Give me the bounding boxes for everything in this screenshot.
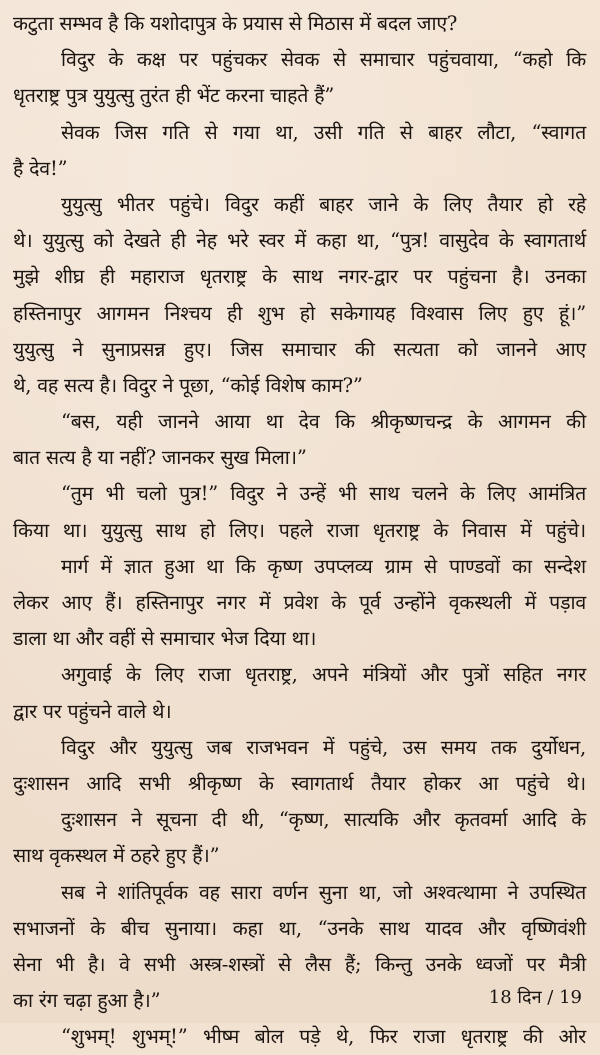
text-line: का रंग चढ़ा हुआ है।” <box>13 989 161 1013</box>
text-line: द्वार पर पहुंचने वाले थे। <box>13 699 172 723</box>
text-line: है देव!” <box>13 156 68 180</box>
text-line: युयुत्सु ने सुनाप्रसन्न हुए। जिस समाचार की सत्यता को जानने आए <box>13 337 586 361</box>
text-line: सब ने शांतिपूर्वक वह सारा वर्णन सुना था, जो अश्वत्थामा ने उपस्थित <box>61 880 586 904</box>
text-line: लेकर आए हैं। हस्तिनापुर नगर में प्रवेश के पूर्व उन्होंने वृकस्थली में पड़ाव <box>13 591 586 614</box>
text-line: कटुता सम्भव है कि यशोदापुत्र के प्रयास से मिठास में बदल जाए? <box>13 12 458 35</box>
text-line: सेना भी है। वे सभी अस्त्र-शस्त्रों से लैस हैं; किन्तु उनके ध्वजों पर मैत्री <box>13 952 586 976</box>
text-line: “बस, यही जानने आया था देव कि श्रीकृष्णचन्द्र के आगमन की <box>61 410 586 434</box>
text-line: विदुर और युयुत्सु जब राजभवन में पहुंचे, उस समय तक दुर्योधन, <box>61 735 586 759</box>
text-line: धृतराष्ट्र पुत्र युयुत्सु तुरंत ही भेंट करना चाहते हैं” <box>13 84 335 108</box>
page-footer: 18 दिन / 19 <box>488 987 582 1008</box>
text-line: मुझे शीघ्र ही महाराज धृतराष्ट्र के साथ नगर-द्वार पर पहुंचना है। उनका <box>13 265 586 289</box>
text-line: सेवक जिस गति से गया था, उसी गति से बाहर लौटा, “स्वागत <box>61 120 586 144</box>
text-line: थे, वह सत्य है। विदुर ने पूछा, “कोई विशेष काम?” <box>13 373 363 397</box>
text-line: बात सत्य है या नहीं? जानकर सुख मिला।” <box>13 446 307 470</box>
text-line: मार्ग में ज्ञात हुआ था कि कृष्ण उपप्लव्य ग्राम से पाण्डवों का सन्देश <box>61 554 586 578</box>
text-line: “तुम भी चलो पुत्र!” विदुर ने उन्हें भी साथ चलने के लिए आमंत्रित <box>61 482 586 506</box>
text-line: दुःशासन ने सूचना दी थी, “कृष्ण, सात्यकि और कृतवर्मा आदि के <box>61 808 586 832</box>
text-line: साथ वृकस्थल में ठहरे हुए हैं।” <box>13 844 220 868</box>
text-line: सभाजनों के बीच सुनाया। कहा था, “उनके साथ यादव और वृष्णिवंशी <box>13 916 586 940</box>
text-line: “शुभम्! शुभम्!” भीष्म बोल पड़े थे, फिर राजा धृतराष्ट्र की ओर <box>61 1025 586 1049</box>
text-line: युयुत्सु भीतर पहुंचे। विदुर कहीं बाहर जाने के लिए तैयार हो रहे <box>61 192 586 216</box>
text-line: विदुर के कक्ष पर पहुंचकर सेवक से समाचार पहुंचवाया, “कहो कि <box>61 48 586 72</box>
text-line: हस्तिनापुर आगमन निश्चय ही शुभ हो सकेगायह विश्वास लिए हुए हूं।” <box>13 301 586 325</box>
text-line: डाला था और वहीं से समाचार भेज दिया था। <box>13 627 317 651</box>
text-line: अगुवाई के लिए राजा धृतराष्ट्र, अपने मंत्रियों और पुत्रों सहित नगर <box>61 663 586 687</box>
text-line: थे। युयुत्सु को देखते ही नेह भरे स्वर में कहा था, “पुत्र! वासुदेव के स्वागतार्थ <box>13 229 586 253</box>
body-text <box>13 6 586 1055</box>
text-line: किया था। युयुत्सु साथ हो लिए। पहले राजा धृतराष्ट्र के निवास में पहुंचे। <box>13 518 586 542</box>
text-line: दुःशासन आदि सभी श्रीकृष्ण के स्वागतार्थ तैयार होकर आ पहुंचे थे। <box>13 771 586 795</box>
